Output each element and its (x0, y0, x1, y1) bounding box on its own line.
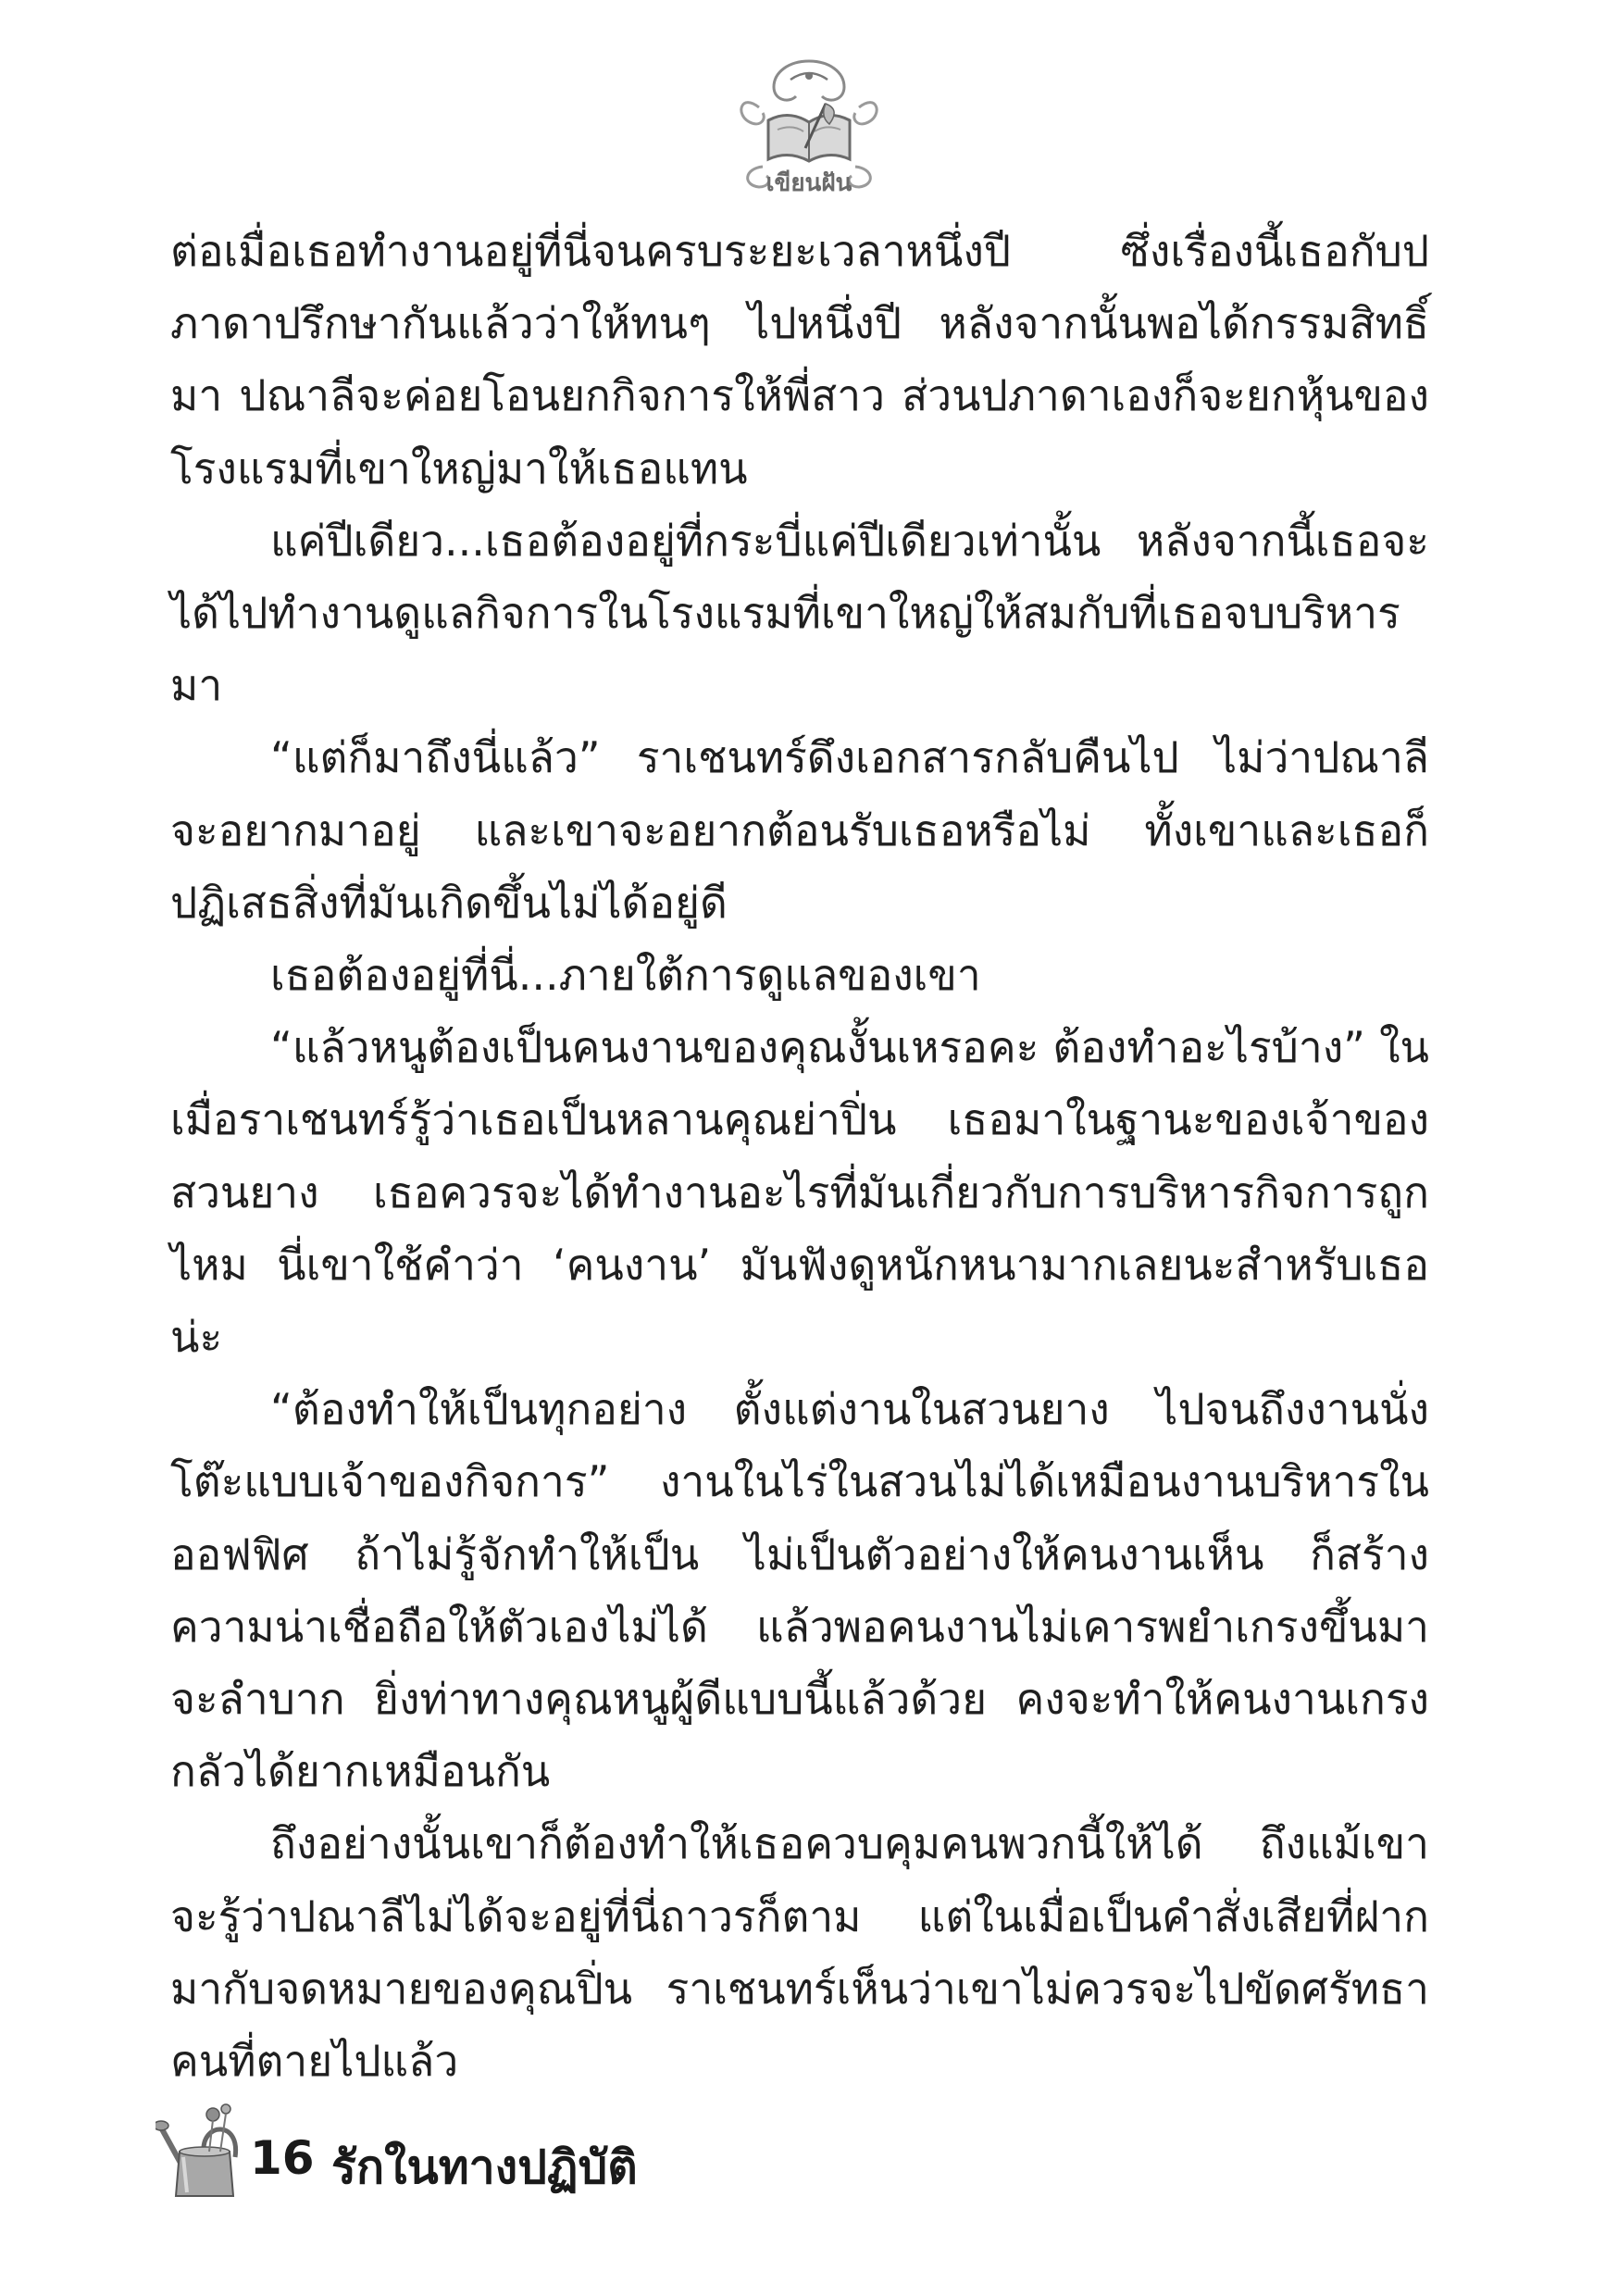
paragraph: ถึงอย่างนั้นเขาก็ต้องทำให้เธอควบคุมคนพวกนี้ให้ได้ ถึงแม้เขาจะรู้ว่าปณาลีไม่ได้จะอยู่ที่นี่ถาวรก็ตาม แต่ในเมื่อเป็นคำสั่งเสียที่ฝากมากับจดหมายของคุณปิ่น ราเชนทร์เห็นว่าเขาไม่ควรจะไปขัดศรัทธาคนที่ตายไปแล้ว (170, 1818, 1429, 2087)
page-number: 16 (250, 2131, 315, 2185)
watering-can-icon (156, 2100, 248, 2203)
paragraph: “แต่ก็มาถึงนี่แล้ว” ราเชนทร์ดึงเอกสารกลับคืนไป ไม่ว่าปณาลีจะอยากมาอยู่ และเขาจะอยากต้อนรับเธอหรือไม่ ทั้งเขาและเธอก็ปฏิเสธสิ่งที่มันเกิดขึ้นไม่ได้อยู่ดี (170, 732, 1429, 928)
book-title: รักในทางปฏิบัติ (331, 2140, 638, 2194)
page-body (170, 215, 1429, 2097)
paragraph: “แล้วหนูต้องเป็นคนงานของคุณงั้นเหรอคะ ต้องทำอะไรบ้าง” ในเมื่อราเชนทร์รู้ว่าเธอเป็นหลานคุณย่าปิ่น เธอมาในฐานะของเจ้าของสวนยาง เธอควรจะได้ทำงานอะไรที่มันเกี่ยวกับการบริหารกิจการถูกไหม นี่เขาใช้คำว่า ‘คนงาน’ มันฟังดูหนักหนามากเลยนะสำหรับเธอน่ะ (170, 1022, 1429, 1363)
paragraph: ต่อเมื่อเธอทำงานอยู่ที่นี่จนครบระยะเวลาหนึ่งปี ซึ่งเรื่องนี้เธอกับปภาดาปรึกษากันแล้วว่าให้ทนๆ ไปหนึ่งปี หลังจากนั้นพอได้กรรมสิทธิ์มา ปณาลีจะค่อยโอนยกกิจการให้พี่สาว ส่วนปภาดาเองก็จะยกหุ้นของโรงแรมที่เขาใหญ่มาให้เธอแทน (170, 226, 1429, 493)
publisher-logo (670, 56, 948, 204)
paragraph: เธอต้องอยู่ที่นี่...ภายใต้การดูแลของเขา (270, 950, 981, 1001)
ornamental-book-crest-icon (670, 56, 948, 204)
paragraph: “ต้องทำให้เป็นทุกอย่าง ตั้งแต่งานในสวนยาง ไปจนถึงงานนั่งโต๊ะแบบเจ้าของกิจการ” งานในไร่ในสวนไม่ได้เหมือนงานบริหารในออฟฟิศ ถ้าไม่รู้จักทำให้เป็น ไม่เป็นตัวอย่างให้คนงานเห็น ก็สร้างความน่าเชื่อถือให้ตัวเองไม่ได้ แล้วพอคนงานไม่เคารพยำเกรงขึ้นมาจะลำบาก ยิ่งท่าทางคุณหนูผู้ดีแบบนี้แล้วด้วย คงจะทำให้คนงานเกรงกลัวได้ยากเหมือนกัน (170, 1384, 1429, 1797)
logo-text: เขียนฝัน (765, 169, 853, 197)
paragraph: แค่ปีเดียว...เธอต้องอยู่ที่กระบี่แค่ปีเดียวเท่านั้น หลังจากนี้เธอจะได้ไปทำงานดูแลกิจการในโรงแรมที่เขาใหญ่ให้สมกับที่เธอจบบริหารมา (170, 515, 1429, 711)
page-footer (156, 2100, 803, 2220)
